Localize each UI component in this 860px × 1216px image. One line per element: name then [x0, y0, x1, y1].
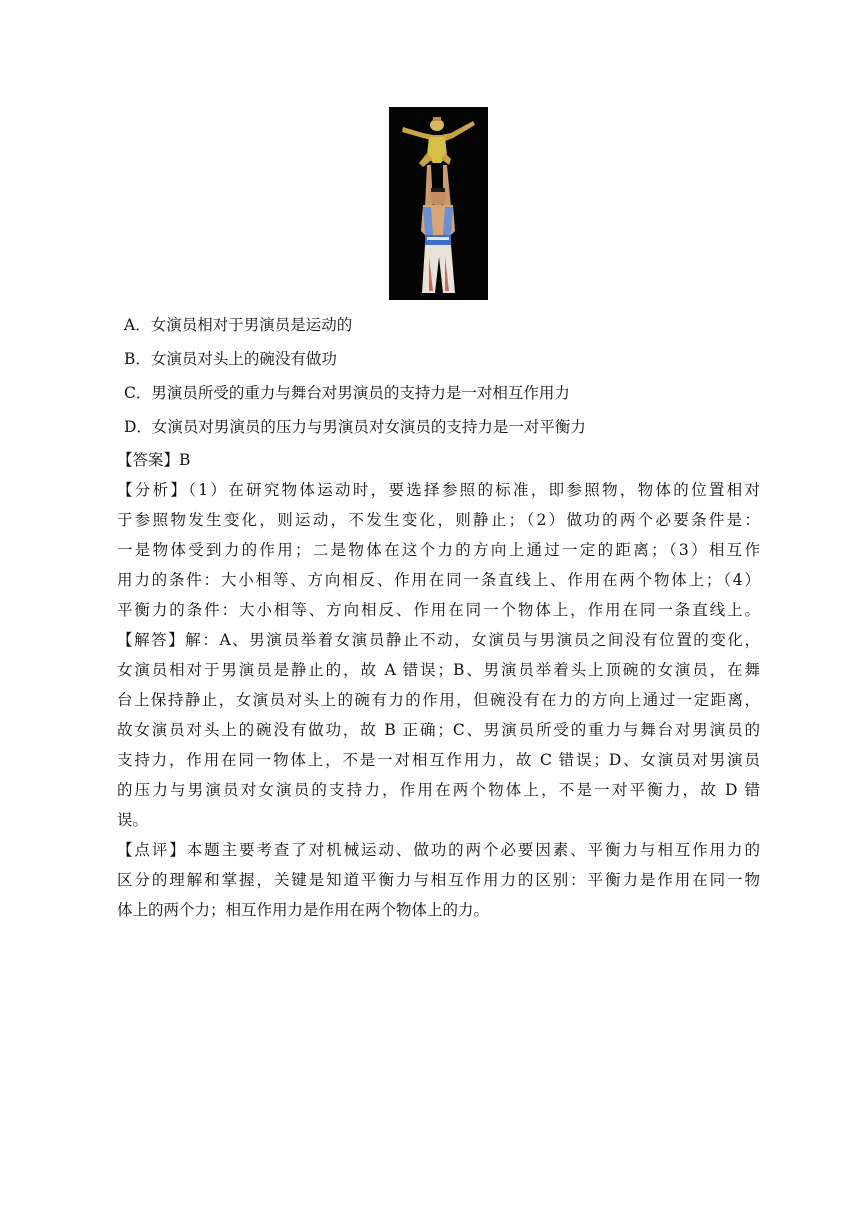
solution-line: 的压力与男演员对女演员的支持力，作用在两个物体上，不是一对平衡力，故 D 错	[117, 781, 760, 799]
explanation	[117, 448, 760, 928]
analysis-line: 【分析】（1）在研究物体运动时，要选择参照的标准，即参照物，物体的位置相对	[117, 481, 760, 499]
analysis-line: 于参照物发生变化，则运动，不发生变化，则静止；（2）做功的两个必要条件是：	[117, 511, 760, 529]
solution-line: 支持力，作用在同一物体上，不是一对相互作用力，故 C 错误；D、女演员对男演员	[117, 751, 760, 769]
solution-block	[117, 628, 760, 838]
answer-line: 【答案】B	[117, 451, 191, 469]
comment-line: 体上的两个力；相互作用力是作用在两个物体上的力。	[117, 901, 490, 919]
comment-block	[117, 838, 760, 928]
analysis-line: 平衡力的条件：大小相等、方向相反、作用在同一个物体上，作用在同一条直线上。	[117, 601, 760, 619]
comment-line: 【点评】本题主要考查了对机械运动、做功的两个必要因素、平衡力与相互作用力的	[117, 841, 760, 859]
acrobat-photo-illustration	[389, 107, 488, 300]
solution-line: 故女演员对头上的碗没有做功，故 B 正确；C、男演员所受的重力与舞台对男演员的	[117, 721, 760, 739]
acrobat-photo	[389, 107, 488, 300]
option-d: D．女演员对男演员的压力与男演员对女演员的支持力是一对平衡力	[124, 418, 586, 436]
analysis-line: 一是物体受到力的作用；二是物体在这个力的方向上通过一定的距离；（3）相互作	[117, 541, 760, 559]
option-a: A．女演员相对于男演员是运动的	[124, 316, 353, 334]
option-c: C．男演员所受的重力与舞台对男演员的支持力是一对相互作用力	[124, 384, 570, 402]
analysis-block	[117, 478, 760, 628]
option-b: B．女演员对头上的碗没有做功	[124, 350, 337, 368]
comment-line: 区分的理解和掌握，关键是知道平衡力与相互作用力的区别：平衡力是作用在同一物	[117, 871, 760, 889]
solution-line: 女演员相对于男演员是静止的，故 A 错误；B、男演员举着头上顶碗的女演员，在舞	[117, 661, 760, 679]
analysis-line: 用力的条件：大小相等、方向相反、作用在同一条直线上、作用在两个物体上；（4）	[117, 571, 760, 589]
solution-line: 【解答】解：A、男演员举着女演员静止不动，女演员与男演员之间没有位置的变化，	[117, 631, 760, 649]
solution-line: 误。	[117, 811, 149, 829]
solution-line: 台上保持静止，女演员对头上的碗有力的作用，但碗没有在力的方向上通过一定距离，	[117, 691, 760, 709]
answer-options	[124, 313, 784, 449]
